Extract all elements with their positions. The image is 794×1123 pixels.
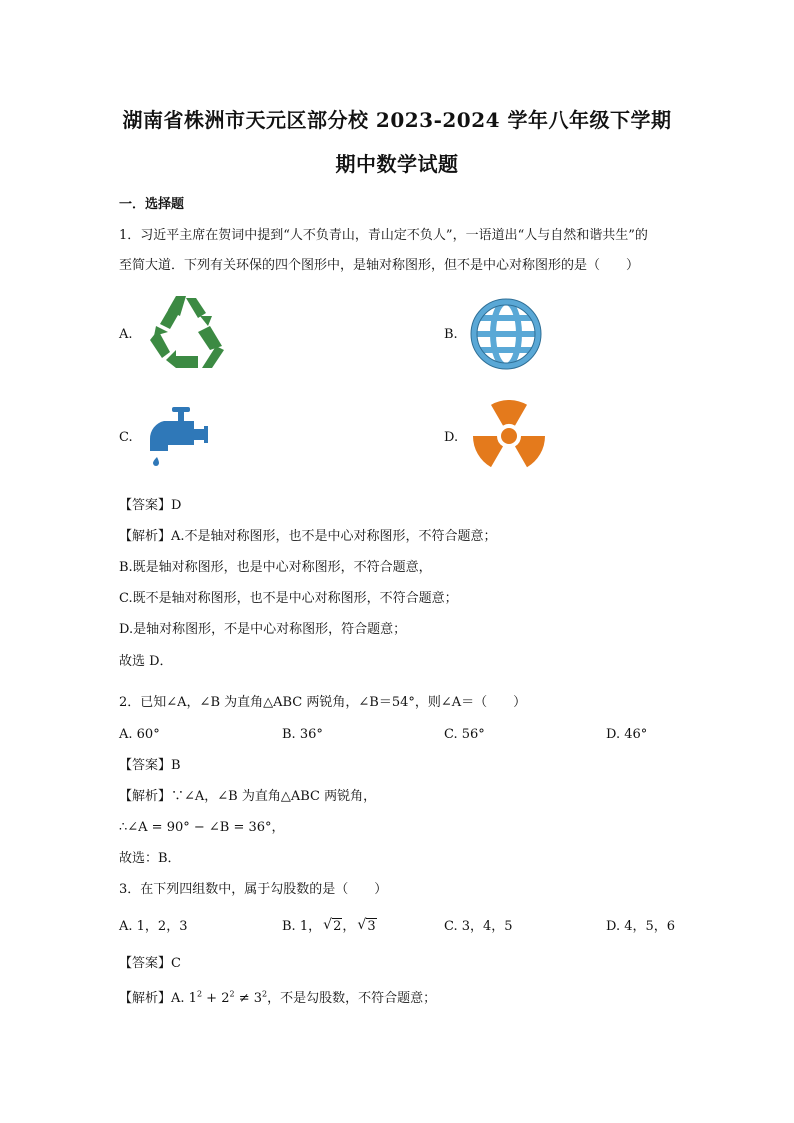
- q3-option-c: C. 3，4，5: [444, 919, 513, 934]
- q3-option-b-sep: ，: [342, 919, 356, 934]
- sqrt-2: √ 2: [323, 918, 342, 936]
- q2-option-c: C. 56°: [444, 727, 485, 742]
- q1-analysis-line5: 故选 D．: [119, 654, 173, 669]
- q2-option-d: D. 46°: [606, 727, 648, 742]
- q2-analysis-line1: 【解析】∵∠A，∠B 为直角△ABC 两锐角，: [119, 789, 377, 804]
- q1-stem-line2: 至简大道．下列有关环保的四个图形中，是轴对称图形，但不是中心对称图形的是（ ）: [119, 258, 640, 273]
- q3-analysis-mid2: ≠ 3: [234, 991, 262, 1006]
- q2-stem: 2．已知∠A，∠B 为直角△ABC 两锐角，∠B＝54°，则∠A＝（ ）: [119, 695, 527, 710]
- q2-option-a: A. 60°: [119, 727, 160, 742]
- q3-analysis-line1: [119, 990, 436, 1008]
- q3-option-b-prefix: B. 1，: [282, 919, 322, 934]
- water-tap-icon: [146, 405, 208, 471]
- q1-option-c-label: C.: [119, 430, 133, 445]
- q1-analysis-line3: C.既不是轴对称图形，也不是中心对称图形，不符合题意；: [119, 591, 458, 606]
- recycle-icon: [146, 294, 226, 370]
- q1-analysis-line2: B.既是轴对称图形，也是中心对称图形，不符合题意，: [119, 560, 432, 575]
- exp-1: 2: [196, 989, 203, 999]
- exp-3: 2: [262, 989, 268, 999]
- q1-option-d-label: D.: [444, 430, 459, 445]
- section-heading: 一．选择题: [119, 197, 185, 212]
- q2-option-b: B. 36°: [282, 727, 323, 742]
- radiation-icon: [470, 400, 548, 474]
- q3-option-d: D. 4，5，6: [606, 919, 676, 934]
- q3-analysis-mid1: + 2: [202, 991, 230, 1006]
- q3-answer: 【答案】C: [119, 956, 181, 971]
- q2-answer: 【答案】B: [119, 758, 181, 773]
- q1-option-a-label: A.: [119, 327, 133, 342]
- q3-analysis-prefix: 【解析】A. 1: [119, 991, 197, 1006]
- page-title: 湖南省株洲市天元区部分校 2023-2024 学年八年级下学期: [122, 108, 672, 132]
- q1-answer: 【答案】D: [119, 498, 182, 513]
- q1-option-b-label: B.: [444, 327, 458, 342]
- q1-stem-line1: 1．习近平主席在贺词中提到“人不负青山，青山定不负人”，一语道出“人与自然和谐共生”的: [119, 228, 648, 243]
- q1-analysis-line1: 【解析】A.不是轴对称图形，也不是中心对称图形，不符合题意；: [119, 529, 497, 544]
- sqrt-3: √ 3: [357, 918, 376, 936]
- q2-analysis-line2: ∴∠A = 90° − ∠B = 36°，: [119, 820, 285, 835]
- q3-analysis-suffix: ，不是勾股数，不符合题意；: [267, 991, 437, 1006]
- q2-analysis-line3: 故选：B．: [119, 851, 181, 866]
- q3-stem: 3．在下列四组数中，属于勾股数的是（ ）: [119, 882, 388, 897]
- q3-option-b: [282, 918, 377, 936]
- globe-icon: [470, 298, 542, 370]
- q3-option-a: A. 1，2，3: [119, 919, 188, 934]
- page-subtitle: 期中数学试题: [335, 152, 459, 176]
- exp-2: 2: [229, 989, 235, 999]
- q1-analysis-line4: D.是轴对称图形，不是中心对称图形，符合题意；: [119, 622, 407, 637]
